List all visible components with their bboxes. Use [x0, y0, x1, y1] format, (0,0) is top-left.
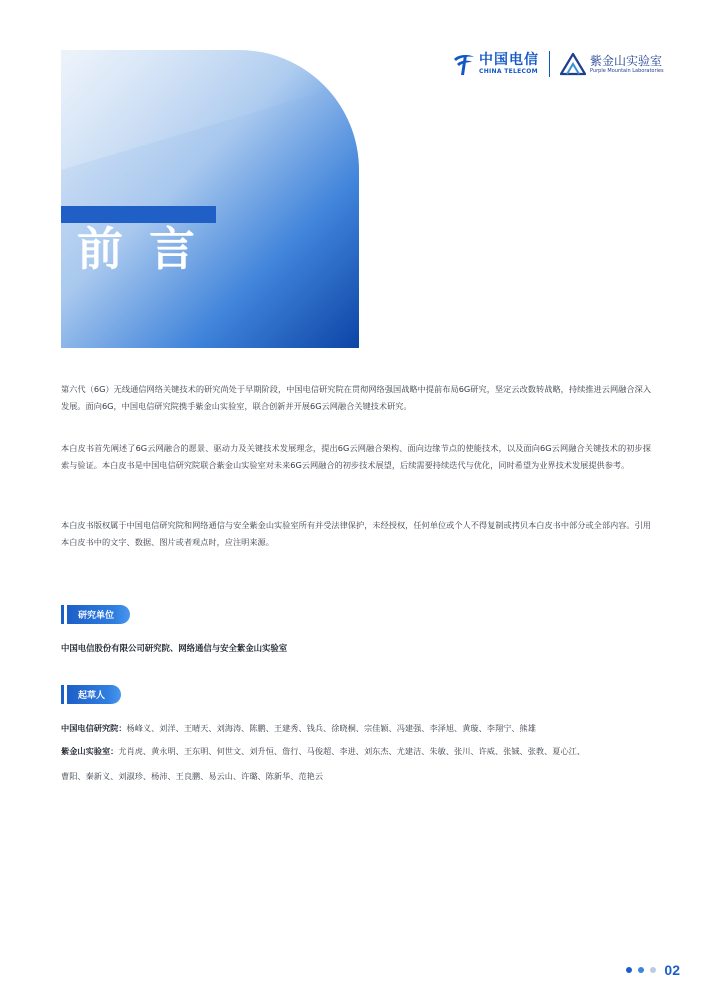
intro-paragraph-2: 本白皮书首先阐述了6G云网融合的愿景、驱动力及关键技术发展理念，提出6G云网融合架构、面向边缘节点的使能技术，以及面向6G云网融合关键技术的初步探索与验证。本白皮书是中国电信研究院联合紫金山实验室对未来6G云网融合的初步技术展望，后续需要持续迭代与优化，同时希望为业界技术发展提供参考。: [61, 443, 651, 470]
copyright-paragraph: 本白皮书版权属于中国电信研究院和网络通信与安全紫金山实验室所有并受法律保护，未经授权，任何单位或个人不得复制或拷贝本白皮书中部分或全部内容。引用本白皮书中的文字、数据、图片或者观点时，应注明来源。: [61, 520, 651, 547]
pm-drafters-line: [61, 746, 585, 757]
page-title: 前言: [77, 222, 221, 276]
page-number: 02: [664, 962, 680, 978]
ct-drafters-line: [61, 723, 536, 734]
research-unit-tag: [61, 605, 130, 624]
china-telecom-emblem-icon: [452, 51, 476, 77]
page-dot-icon: [626, 967, 632, 973]
intro-paragraph-1: 第六代（6G）无线通信网络关键技术的研究尚处于早期阶段，中国电信研究院在贯彻网络强国战略中提前布局6G研究，坚定云改数转战略，持续推进云网融合深入发展。面向6G，中国电信研究院携手紫金山实验室，联合创新并开展6G云网融合关键技术研究。: [61, 384, 651, 411]
purple-mountain-name-en: Purple Mountain Laboratories: [590, 67, 664, 74]
mountain-emblem-icon: [560, 52, 586, 76]
hero-background: [61, 50, 359, 348]
research-unit-text: 中国电信股份有限公司研究院、网络通信与安全紫金山实验室: [61, 643, 288, 653]
ct-drafters-names: 杨峰义、刘洋、王晴天、刘海涛、陈鹏、王建秀、钱兵、徐晓桐、宗佳颖、冯建强、李泽旭、黄璇、李翔宁、熊雄: [126, 723, 536, 733]
header-logos: [452, 48, 664, 80]
hero-panel: [61, 50, 359, 348]
pm-drafters-line-2: 曹阳、秦新义、刘淑珍、杨沛、王良鹏、易云山、许璐、陈新华、范艳云: [61, 771, 324, 781]
pm-drafters-label: 紫金山实验室：: [61, 746, 119, 756]
drafters-tag: [61, 685, 121, 704]
drafters-label: 起草人: [67, 685, 121, 704]
research-unit-label: 研究单位: [67, 605, 130, 624]
china-telecom-name-cn: 中国电信: [479, 52, 539, 68]
tag-accent-bar: [61, 685, 64, 704]
tag-accent-bar: [61, 605, 64, 624]
china-telecom-name-en: CHINA TELECOM: [479, 68, 538, 75]
purple-mountain-name-cn: 紫金山实验室: [590, 53, 663, 68]
purple-mountain-logo: [560, 52, 664, 76]
page-footer: [626, 962, 680, 978]
china-telecom-logo: [452, 51, 539, 77]
pm-drafters-names: 尤肖虎、黄永明、王东明、何世文、刘升恒、詹行、马俊超、李进、刘东杰、尤建洁、朱敏、张川、许威、张铖、张教、夏心江、: [118, 746, 586, 756]
page-dot-icon: [638, 967, 644, 973]
logo-divider: [549, 51, 550, 77]
page-dot-icon: [650, 967, 656, 973]
ct-drafters-label: 中国电信研究院：: [61, 723, 127, 733]
